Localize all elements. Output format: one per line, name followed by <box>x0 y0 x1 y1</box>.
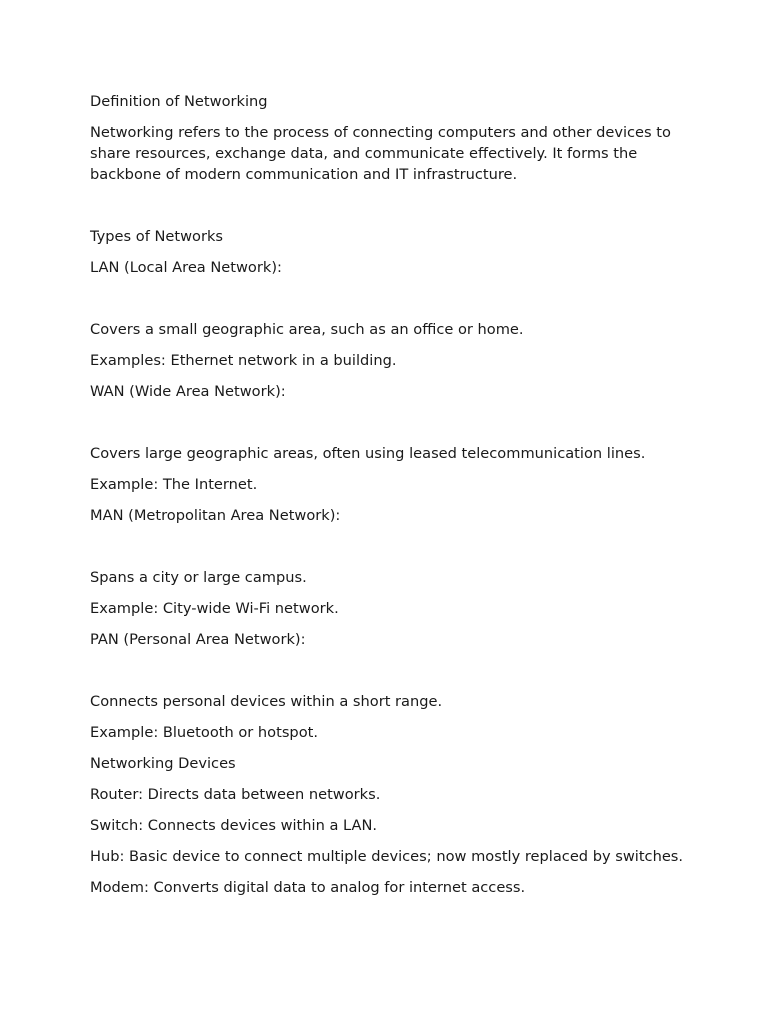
man-title: MAN (Metropolitan Area Network): <box>90 507 341 524</box>
lan-title: LAN (Local Area Network): <box>90 259 282 276</box>
lan-example: Examples: Ethernet network in a building. <box>90 352 397 369</box>
wan-title: WAN (Wide Area Network): <box>90 383 286 400</box>
lan-coverage: Covers a small geographic area, such as an office or home. <box>90 321 524 338</box>
pan-coverage: Connects personal devices within a short range. <box>90 693 443 710</box>
heading-types-of-networks: Types of Networks <box>90 228 224 245</box>
device-hub: Hub: Basic device to connect multiple devices; now mostly replaced by switches. <box>90 848 684 865</box>
device-router: Router: Directs data between networks. <box>90 786 381 803</box>
pan-title: PAN (Personal Area Network): <box>90 631 306 648</box>
heading-definition: Definition of Networking <box>90 93 268 110</box>
wan-example: Example: The Internet. <box>90 476 258 493</box>
pan-example: Example: Bluetooth or hotspot. <box>90 724 318 741</box>
device-switch: Switch: Connects devices within a LAN. <box>90 817 378 834</box>
man-example: Example: City-wide Wi-Fi network. <box>90 600 339 617</box>
device-modem: Modem: Converts digital data to analog for internet access. <box>90 879 526 896</box>
heading-networking-devices: Networking Devices <box>90 755 236 772</box>
definition-paragraph: Networking refers to the process of connecting computers and other devices to share resources, exchange data, and communicate effectively. It forms the backbone of modern communication and IT infrastructure. <box>90 124 671 183</box>
document-body <box>90 91 690 908</box>
man-coverage: Spans a city or large campus. <box>90 569 307 586</box>
wan-coverage: Covers large geographic areas, often using leased telecommunication lines. <box>90 445 646 462</box>
